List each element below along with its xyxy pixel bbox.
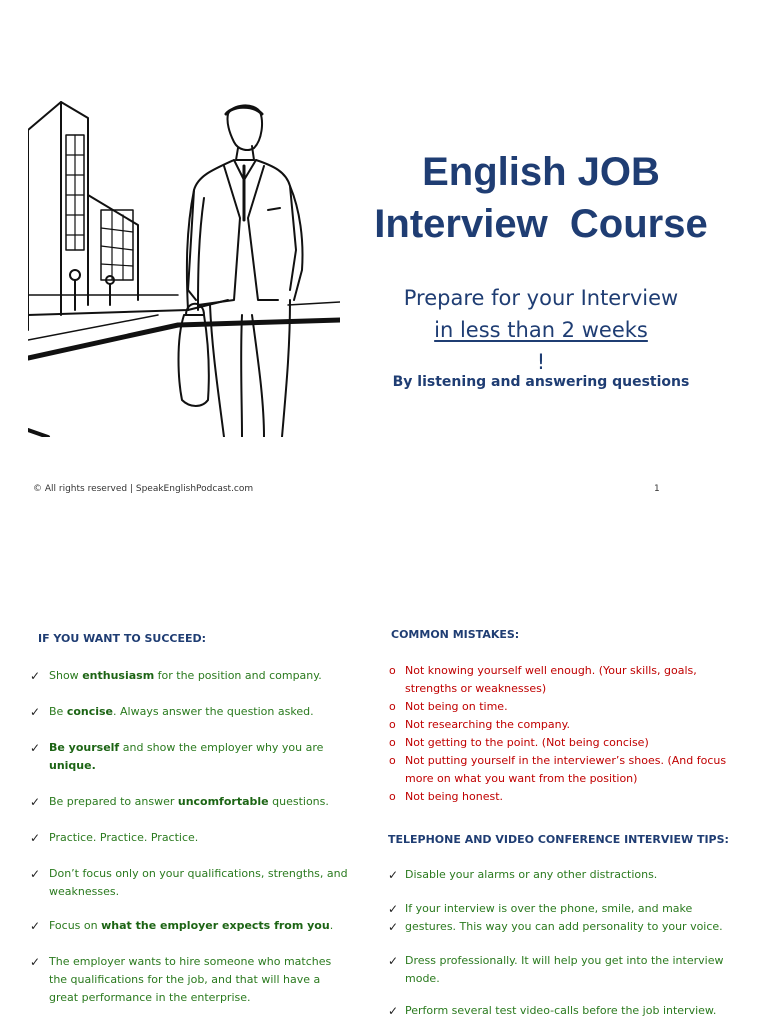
title-line-2: Interview Course: [374, 202, 708, 246]
mistakes-heading: COMMON MISTAKES:: [391, 628, 520, 641]
list-item: ✓ If your interview is over the phone, smile, and make: [388, 902, 693, 916]
checkmark-icon: ✓: [30, 669, 41, 683]
list-item: ✓ gestures. This way you can add personality to your voice.: [388, 920, 723, 934]
list-item: ✓ Perform several test video-calls before the job interview.: [388, 1004, 717, 1018]
list-item: o Not getting to the point. (Not being concise): [388, 734, 748, 752]
subtitle-exclamation: !: [536, 350, 546, 374]
checkmark-icon: ✓: [30, 955, 41, 969]
list-item: ✓ Don’t focus only on your qualifications, strengths, and weaknesses.: [30, 867, 348, 898]
title-line-1: English JOB: [422, 150, 660, 194]
circle-bullet-icon: o: [389, 754, 396, 767]
succeed-heading: IF YOU WANT TO SUCCEED:: [38, 632, 207, 645]
list-item: o Not knowing yourself well enough. (Your skills, goals, strengths or weaknesses): [389, 664, 697, 695]
businessman-illustration: [28, 100, 340, 437]
list-item: o Not being honest.: [388, 788, 748, 806]
page-number: 1: [654, 484, 660, 494]
checkmark-icon: ✓: [30, 795, 41, 809]
checkmark-icon: ✓: [388, 954, 399, 968]
list-item: ✓ Dress professionally. It will help you get into the interview mode.: [388, 954, 724, 985]
tagline: By listening and answering questions: [392, 374, 690, 390]
subtitle-line-2: [340, 314, 742, 378]
list-item: o Not putting yourself in the interviewer’s shoes. (And focus more on what you want from the position): [389, 754, 727, 785]
subtitle-underlined: in less than 2 weeks: [434, 318, 648, 342]
list-item: o Not researching the company.: [388, 716, 748, 734]
checkmark-icon: ✓: [388, 902, 399, 916]
list-item: ✓ Disable your alarms or any other distractions.: [388, 868, 658, 882]
list-item: ✓ Focus on what the employer expects from you.: [30, 919, 334, 933]
tips-heading: TELEPHONE AND VIDEO CONFERENCE INTERVIEW TIPS:: [388, 833, 729, 846]
circle-bullet-icon: o: [389, 664, 396, 677]
checkmark-icon: ✓: [30, 867, 41, 881]
circle-bullet-icon: o: [389, 700, 396, 713]
list-item: ✓ Practice. Practice. Practice.: [30, 831, 199, 845]
list-item: ✓ Be concise. Always answer the question asked.: [30, 705, 314, 719]
checkmark-icon: ✓: [388, 920, 399, 934]
footer-copyright: © All rights reserved | SpeakEnglishPodcast.com: [33, 484, 254, 494]
list-item: ✓ Show enthusiasm for the position and company.: [30, 669, 322, 683]
succeed-list: [30, 667, 350, 1007]
page-title: [340, 146, 742, 250]
list-item: ✓ Be prepared to answer uncomfortable questions.: [30, 795, 329, 809]
mistakes-list: [388, 662, 748, 806]
subtitle: [340, 282, 742, 378]
checkmark-icon: ✓: [30, 705, 41, 719]
checkmark-icon: ✓: [30, 741, 41, 755]
circle-bullet-icon: o: [389, 736, 396, 749]
list-item: o Not being on time.: [388, 698, 748, 716]
subtitle-line-1: Prepare for your Interview: [403, 286, 679, 310]
checkmark-icon: ✓: [388, 1004, 399, 1018]
list-item: ✓ The employer wants to hire someone who matches the qualifications for the job, and that will have a great performance in the enterprise.: [30, 955, 332, 1004]
list-item: ✓ Be yourself and show the employer why you are unique.: [30, 741, 324, 772]
checkmark-icon: ✓: [30, 831, 41, 845]
circle-bullet-icon: o: [389, 790, 396, 803]
checkmark-icon: ✓: [388, 868, 399, 882]
circle-bullet-icon: o: [389, 718, 396, 731]
checkmark-icon: ✓: [30, 919, 41, 933]
tips-list: [388, 866, 748, 1020]
